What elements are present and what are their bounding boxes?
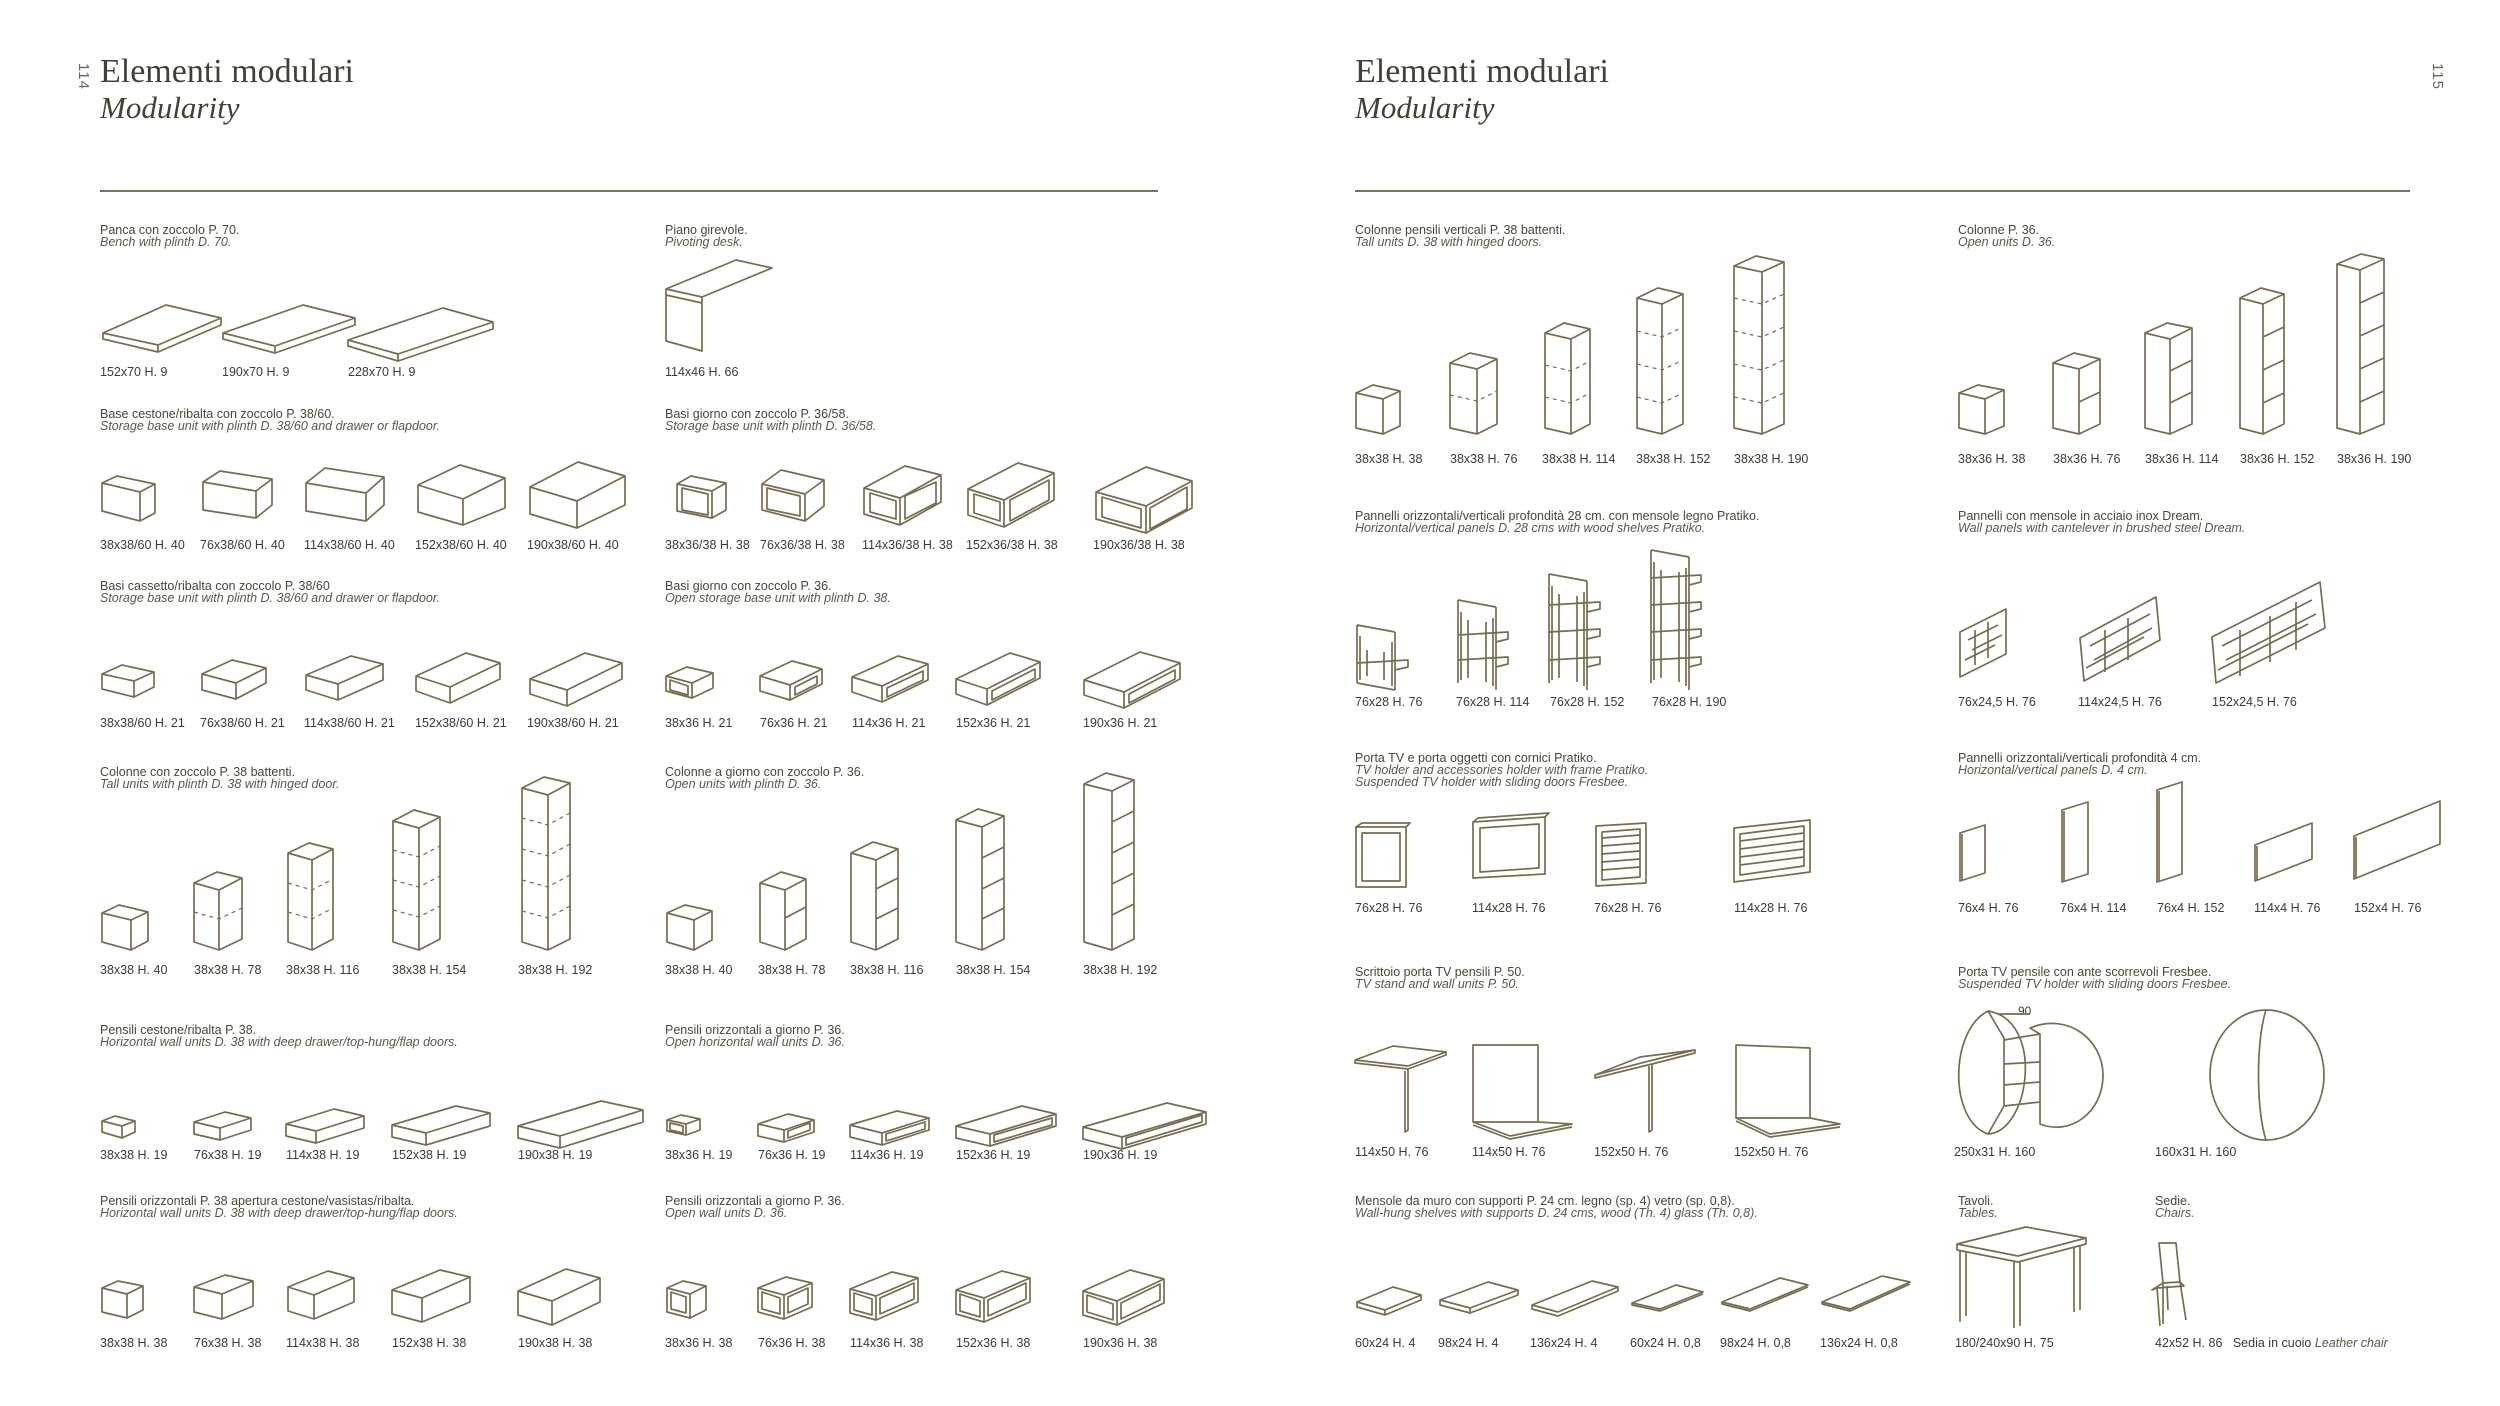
dimension-label: 190x36/38 H. 38 (1093, 538, 1185, 552)
section-title: Porta TV pensile con ante scorrevoli Fresbee. Suspended TV holder with sliding doors Fresbee. (1958, 965, 2232, 991)
dimension-label: 114x36 H. 19 (850, 1148, 924, 1162)
dimension-label: 76x38 H. 38 (194, 1336, 262, 1350)
dimension-label: 152x4 H. 76 (2354, 901, 2422, 915)
dimension-label: 38x38/60 H. 40 (100, 538, 185, 552)
section-title: Basi cassetto/ribalta con zoccolo P. 38/60 Storage base unit with plinth D. 38/60 and drawer or flapdoor. (100, 579, 441, 605)
tv-holder-drawing (1473, 813, 1549, 878)
dream-panel-drawing (2080, 597, 2160, 681)
pratiko-panel-drawing (1549, 574, 1600, 690)
dimension-label: 38x38 H. 192 (518, 963, 593, 977)
bench-drawing (103, 305, 221, 352)
dimension-label: 136x24 H. 4 (1530, 1336, 1598, 1350)
dimension-label: 114x24,5 H. 76 (2078, 695, 2162, 709)
open-base-unit-drawing (864, 466, 941, 525)
open-wall-unit-drawing (850, 1272, 918, 1320)
dimension-label: 114x46 H. 66 (665, 365, 739, 379)
section-title: Porta TV e porta oggetti con cornici Pratiko. TV holder and accessories holder with frame Pratiko. Suspended TV holder with sliding doors Fresbee. (1355, 751, 1649, 789)
dimension-label: 228x70 H. 9 (348, 365, 416, 379)
dimension-label: 152x36/38 H. 38 (966, 538, 1058, 552)
dimension-label: 190x36 H. 38 (1083, 1336, 1158, 1350)
section-title: Basi giorno con zoccolo P. 36/58. Storage base unit with plinth D. 36/58. (665, 407, 877, 433)
pratiko-panel-drawing (1458, 600, 1508, 690)
dimension-label: 38x38 H. 116 (286, 963, 360, 977)
dimension-label: 152x38 H. 38 (392, 1336, 467, 1350)
desk-drawing (1736, 1045, 1840, 1137)
open-base-unit-drawing (968, 463, 1054, 527)
dimension-label: 60x24 H. 4 (1355, 1336, 1416, 1350)
dimension-label: 152x38/60 H. 21 (415, 716, 507, 730)
dimension-label: 152x38/60 H. 40 (415, 538, 507, 552)
dimension-label: 76x36 H. 21 (760, 716, 828, 730)
open-column-drawing (2145, 323, 2192, 434)
open-base-unit-drawing (677, 476, 726, 518)
open-low-base-drawing (1084, 652, 1180, 708)
page-title-right: Elementi modulari (1355, 53, 1609, 90)
drawer-base-drawing (306, 656, 383, 700)
open-column-drawing (1959, 385, 2004, 434)
open-tall-unit-drawing (667, 905, 712, 950)
dimension-label: 190x36 H. 21 (1083, 716, 1158, 730)
drawer-base-drawing (416, 653, 500, 703)
dimension-label: 38x36 H. 38 (1958, 452, 2026, 466)
desk-drawing (1473, 1045, 1572, 1139)
open-base-unit-drawing (762, 470, 824, 521)
dimension-label: 76x4 H. 76 (1958, 901, 2019, 915)
dimension-label: 114x38/60 H. 40 (304, 538, 395, 552)
wall-unit-drawing (194, 1112, 251, 1140)
dimension-label: 152x36 H. 38 (956, 1336, 1031, 1350)
dimension-label: 76x36 H. 19 (758, 1148, 826, 1162)
open-low-base-drawing (956, 653, 1040, 705)
section-title: Pannelli con mensole in acciaio inox Dream. Wall panels with cantelever in brushed steel Dream. (1958, 509, 2246, 535)
dimension-label: 250x31 H. 160 (1954, 1145, 2036, 1159)
dimension-label: 152x24,5 H. 76 (2212, 695, 2297, 709)
base-unit-drawing (530, 462, 625, 528)
dimension-label: 38x38 H. 152 (1636, 452, 1711, 466)
drawer-base-drawing (202, 660, 266, 699)
dimension-label: 42x52 H. 86 Sedia in cuoio Leather chair (2155, 1336, 2388, 1350)
open-column-drawing (2053, 353, 2100, 434)
drawer-base-drawing (530, 653, 622, 706)
bench-drawing (348, 308, 493, 361)
open-wall-unit-drawing (758, 1114, 814, 1142)
section-title: Piano girevole. Pivoting desk. (665, 223, 748, 249)
dimension-label: 38x38 H. 116 (850, 963, 924, 977)
dimension-label: 38x38 H. 76 (1450, 452, 1518, 466)
section-title: Tavoli. Tables. (1958, 1194, 1998, 1220)
wall-shelf-drawing (1440, 1282, 1518, 1313)
open-wall-unit-drawing (1083, 1103, 1206, 1149)
page-title-left: Elementi modulari (100, 53, 354, 90)
section-title: Mensole da muro con supporti P. 24 cm. legno (sp. 4) vetro (sp. 0,8). Wall-hung shelves with supports D. 24 cms, wood (Th. 4) glass (Th. 0,8). (1355, 1194, 1758, 1220)
dimension-label: 160x31 H. 160 (2155, 1145, 2237, 1159)
table-drawing (1957, 1227, 2086, 1328)
dimension-label: 76x38/60 H. 40 (200, 538, 285, 552)
page-number-right: 115 (2428, 63, 2446, 90)
base-unit-drawing (306, 468, 384, 521)
dimension-label: 38x38/60 H. 21 (100, 716, 185, 730)
dimension-label: 76x28 H. 114 (1456, 695, 1530, 709)
tv-holder-drawing (1596, 823, 1646, 886)
dimension-label: 38x36 H. 76 (2053, 452, 2121, 466)
open-tall-unit-drawing (956, 809, 1004, 950)
dimension-label: 152x38 H. 19 (392, 1148, 467, 1162)
dimension-label: 38x36 H. 114 (2145, 452, 2219, 466)
dream-panel-drawing (2212, 582, 2325, 683)
pratiko-panel-drawing (1651, 550, 1701, 690)
dimension-label: 76x28 H. 76 (1594, 901, 1662, 915)
dimension-label: 38x38 H. 40 (665, 963, 733, 977)
dimension-label: 38x38 H. 154 (392, 963, 467, 977)
wall-shelf-drawing (1722, 1278, 1808, 1311)
section-title: Basi giorno con zoccolo P. 36. Open storage base unit with plinth D. 38. (665, 579, 891, 605)
tall-unit-drawing (194, 872, 242, 950)
dimension-label: 38x38 H. 78 (194, 963, 262, 977)
tall-unit-drawing (288, 843, 333, 950)
open-tall-unit-drawing (1084, 773, 1134, 950)
dimension-label: 38x38 H. 78 (758, 963, 826, 977)
dream-panel-drawing (1960, 609, 2006, 677)
wall-shelf-drawing (1822, 1276, 1910, 1311)
section-title: Pensili cestone/ribalta P. 38. Horizontal wall units D. 38 with deep drawer/top-hung/flap doors. (100, 1023, 458, 1049)
open-tall-unit-drawing (760, 872, 806, 950)
section-title: Base cestone/ribalta con zoccolo P. 38/60. Storage base unit with plinth D. 38/60 and drawer or flapdoor. (100, 407, 441, 433)
dimension-label: 76x36 H. 38 (758, 1336, 826, 1350)
thin-panel-drawing (2255, 823, 2312, 881)
wall-shelf-drawing (1357, 1287, 1421, 1315)
wall-unit-drawing (518, 1101, 643, 1148)
dimension-label: 180/240x90 H. 75 (1955, 1336, 2054, 1350)
dimension-label: 76x28 H. 76 (1355, 695, 1423, 709)
open-low-base-drawing (760, 661, 822, 700)
open-base-unit-drawing (1096, 467, 1192, 533)
section-title: Pensili orizzontali a giorno P. 36. Open wall units D. 36. (665, 1194, 845, 1220)
desk-drawing (1355, 1046, 1446, 1132)
dimension-label: 152x70 H. 9 (100, 365, 168, 379)
dimension-label: 190x38 H. 38 (518, 1336, 593, 1350)
wall-unit-drawing (518, 1269, 600, 1325)
wall-unit-drawing (392, 1106, 490, 1145)
tall-unit-drawing (522, 777, 570, 950)
fresbee-tv-drawing (2210, 1010, 2324, 1140)
dimension-label: 38x36 H. 21 (665, 716, 733, 730)
dimension-label: 38x36 H. 190 (2337, 452, 2412, 466)
pratiko-panel-drawing (1357, 625, 1408, 690)
page-subtitle-left: Modularity (100, 90, 240, 125)
dimension-label: 60x24 H. 0,8 (1630, 1336, 1701, 1350)
wall-shelf-drawing (1532, 1281, 1618, 1316)
dimension-label: 114x28 H. 76 (1472, 901, 1546, 915)
thin-panel-drawing (2062, 802, 2088, 882)
wall-shelf-drawing (1632, 1285, 1703, 1311)
dimension-label: 38x36 H. 152 (2240, 452, 2315, 466)
wall-unit-drawing (102, 1116, 135, 1138)
chair-drawing (2152, 1243, 2186, 1326)
dimension-label: 38x36 H. 38 (665, 1336, 733, 1350)
section-title: Scrittoio porta TV pensili P. 50. TV stand and wall units P. 50. (1355, 965, 1525, 991)
base-unit-drawing (203, 471, 272, 518)
dimension-note: 90 (2018, 1004, 2032, 1018)
section-title: Pannelli orizzontali/verticali profondità 28 cm. con mensole legno Pratiko. Horizontal/vertical panels D. 28 cms with wood shelves Pratiko. (1355, 509, 1760, 535)
dimension-label: 152x36 H. 21 (956, 716, 1031, 730)
section-title: Pensili orizzontali P. 38 apertura cestone/vasistas/ribalta. Horizontal wall units D. 38 with deep drawer/top-hung/flap doors. (100, 1194, 458, 1220)
section-title: Panca con zoccolo P. 70. Bench with plinth D. 70. (100, 223, 240, 249)
thin-panel-drawing (1960, 825, 1985, 881)
section-title: Pannelli orizzontali/verticali profondità 4 cm. Horizontal/vertical panels D. 4 cm. (1958, 751, 2202, 777)
tall-wall-unit-drawing (1637, 288, 1683, 434)
dimension-label: 38x38 H. 190 (1734, 452, 1809, 466)
dimension-label: 136x24 H. 0,8 (1820, 1336, 1898, 1350)
section-title: Colonne pensili verticali P. 38 battenti. Tall units D. 38 with hinged doors. (1355, 223, 1566, 249)
thin-panel-drawing (2354, 801, 2440, 879)
dimension-label: 114x50 H. 76 (1355, 1145, 1429, 1159)
base-unit-drawing (418, 465, 505, 525)
tall-wall-unit-drawing (1734, 256, 1784, 434)
desk-drawing (1595, 1050, 1695, 1132)
open-wall-unit-drawing (667, 1115, 700, 1135)
thin-panel-drawing (2157, 782, 2182, 882)
dimension-label: 38x36 H. 19 (665, 1148, 733, 1162)
dimension-label: 76x28 H. 76 (1355, 901, 1423, 915)
fresbee-tv-drawing (1959, 1011, 2103, 1134)
drawer-base-drawing (102, 665, 154, 697)
open-low-base-drawing (852, 656, 928, 702)
dimension-label: 76x24,5 H. 76 (1958, 695, 2036, 709)
dimension-label: 98x24 H. 4 (1438, 1336, 1499, 1350)
bench-drawing (223, 305, 355, 353)
tall-wall-unit-drawing (1545, 323, 1590, 434)
dimension-label: 38x38 H. 192 (1083, 963, 1158, 977)
base-unit-drawing (102, 476, 155, 521)
open-wall-unit-drawing (850, 1111, 929, 1145)
dimension-label: 38x38 H. 114 (1542, 452, 1616, 466)
tall-wall-unit-drawing (1356, 385, 1400, 434)
dimension-label: 114x36 H. 21 (852, 716, 926, 730)
section-title: Pensili orizzontali a giorno P. 36. Open horizontal wall units D. 36. (665, 1023, 845, 1049)
section-title: Colonne P. 36. Open units D. 36. (1958, 223, 2056, 249)
dimension-label: 152x36 H. 19 (956, 1148, 1031, 1162)
page-subtitle-right: Modularity (1355, 90, 1495, 125)
dimension-label: 152x50 H. 76 (1594, 1145, 1669, 1159)
dimension-label: 114x36 H. 38 (850, 1336, 924, 1350)
dimension-label: 76x28 H. 152 (1550, 695, 1625, 709)
open-wall-unit-drawing (956, 1271, 1030, 1322)
open-tall-unit-drawing (851, 842, 898, 950)
section-title: Colonne con zoccolo P. 38 battenti. Tall units with plinth D. 38 with hinged door. (100, 765, 340, 791)
dimension-label: 76x38 H. 19 (194, 1148, 262, 1162)
wall-unit-drawing (194, 1275, 253, 1319)
dimension-label: 76x4 H. 114 (2060, 901, 2127, 915)
section-title: Colonne a giorno con zoccolo P. 36. Open units with plinth D. 36. (665, 765, 865, 791)
dimension-label: 190x70 H. 9 (222, 365, 290, 379)
open-column-drawing (2240, 288, 2284, 434)
wall-unit-drawing (392, 1270, 470, 1322)
dimension-label: 38x38 H. 38 (100, 1336, 168, 1350)
dimension-label: 76x36/38 H. 38 (760, 538, 845, 552)
page-number-left: 114 (74, 63, 92, 90)
dimension-label: 38x38 H. 38 (1355, 452, 1423, 466)
dimension-label: 114x28 H. 76 (1734, 901, 1808, 915)
dimension-label: 76x38/60 H. 21 (200, 716, 285, 730)
dimension-label: 38x36/38 H. 38 (665, 538, 750, 552)
dimension-label: 114x38 H. 38 (286, 1336, 360, 1350)
dimension-label: 76x4 H. 152 (2157, 901, 2225, 915)
dimension-label: 190x36 H. 19 (1083, 1148, 1158, 1162)
open-wall-unit-drawing (667, 1281, 706, 1318)
dimension-label: 38x38 H. 19 (100, 1148, 168, 1162)
open-low-base-drawing (666, 667, 713, 698)
section-title: Sedie. Chairs. (2155, 1194, 2195, 1220)
dimension-label: 190x38/60 H. 21 (527, 716, 619, 730)
dimension-label: 98x24 H. 0,8 (1720, 1336, 1791, 1350)
dimension-label: 114x36/38 H. 38 (862, 538, 953, 552)
dimension-label: 190x38/60 H. 40 (527, 538, 619, 552)
dimension-label: 114x38/60 H. 21 (304, 716, 395, 730)
tv-holder-drawing (1356, 823, 1410, 887)
wall-unit-drawing (102, 1281, 143, 1318)
open-wall-unit-drawing (1083, 1270, 1164, 1325)
tall-unit-drawing (393, 810, 440, 950)
dimension-label: 38x38 H. 40 (100, 963, 168, 977)
tv-holder-drawing (1734, 820, 1810, 882)
dimension-label: 76x28 H. 190 (1652, 695, 1727, 709)
open-wall-unit-drawing (758, 1277, 812, 1319)
tall-unit-drawing (102, 905, 148, 950)
open-wall-unit-drawing (956, 1106, 1056, 1146)
dimension-label: 152x50 H. 76 (1734, 1145, 1809, 1159)
dimension-label: 114x38 H. 19 (286, 1148, 360, 1162)
tall-wall-unit-drawing (1450, 353, 1497, 434)
dimension-label: 114x50 H. 76 (1472, 1145, 1546, 1159)
wall-unit-drawing (286, 1109, 364, 1143)
dimension-label: 114x4 H. 76 (2254, 901, 2321, 915)
open-column-drawing (2337, 254, 2384, 434)
wall-unit-drawing (288, 1271, 354, 1319)
dimension-label: 190x38 H. 19 (518, 1148, 593, 1162)
dimension-label: 38x38 H. 154 (956, 963, 1031, 977)
pivoting-desk-drawing (666, 260, 772, 351)
